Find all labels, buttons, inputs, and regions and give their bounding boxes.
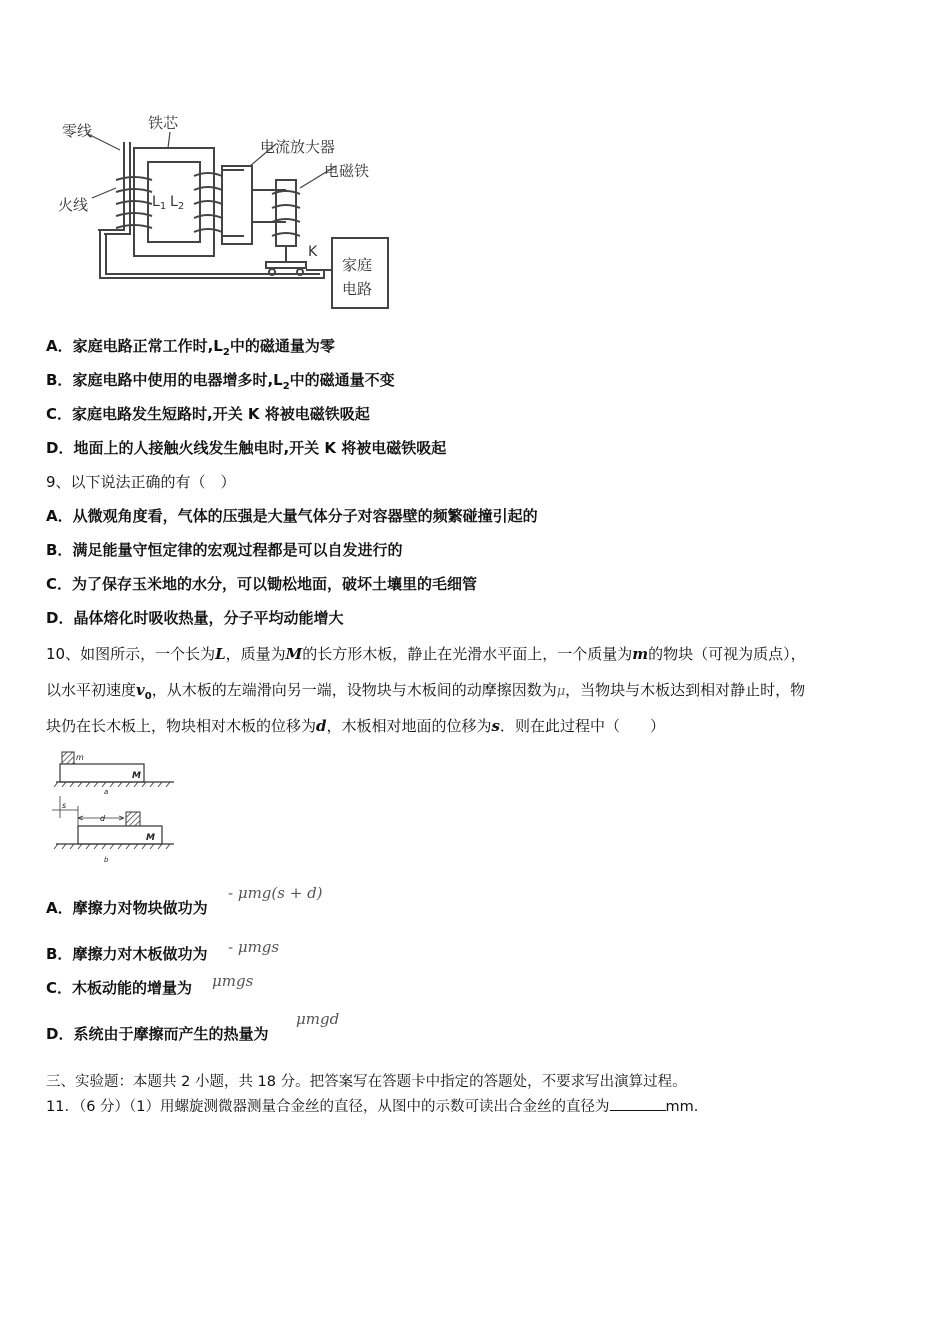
q10-option-d bbox=[46, 1024, 268, 1044]
q8-option-d bbox=[46, 438, 446, 458]
q10-var-l: L bbox=[215, 645, 226, 663]
q10-line3-a: 块仍在长木板上，物块相对木板的位移为 bbox=[46, 717, 317, 735]
q11-unit: mm. bbox=[665, 1099, 699, 1115]
q8-option-c-text: 家庭电路发生短路时,开关 K 将被电磁铁吸起 bbox=[72, 405, 370, 423]
q10-option-d-text: 系统由于摩擦而产生的热量为 bbox=[73, 1025, 269, 1043]
q8-option-a-letter: A． bbox=[46, 337, 73, 355]
q11-stem bbox=[46, 1096, 698, 1117]
label-figure-a: a bbox=[104, 788, 109, 796]
q10-line2-a: 以水平初速度 bbox=[46, 681, 137, 699]
q10-option-a bbox=[46, 898, 208, 918]
q8-option-c-letter: C． bbox=[46, 405, 73, 423]
circuit-diagram bbox=[54, 110, 404, 320]
q10-option-b bbox=[46, 944, 207, 964]
label-board-m-bottom: M bbox=[146, 833, 155, 843]
q10-stem-line2 bbox=[46, 680, 805, 707]
q9-option-d-letter: D． bbox=[46, 609, 74, 627]
q10-var-m: m bbox=[632, 645, 649, 663]
q11-answer-blank[interactable] bbox=[610, 1096, 666, 1111]
q8-option-b bbox=[46, 370, 395, 397]
q10-option-b-letter: B． bbox=[46, 945, 73, 963]
label-block-m: m bbox=[76, 753, 84, 762]
q10-var-m-big: M bbox=[285, 645, 303, 663]
q10-option-c bbox=[46, 978, 192, 998]
q9-option-a bbox=[46, 506, 538, 526]
q9-option-b-text: 满足能量守恒定律的宏观过程都是可以自发进行的 bbox=[72, 541, 403, 559]
q9-stem: 9、以下说法正确的有（ ） bbox=[46, 473, 236, 491]
label-l2-sub: 2 bbox=[177, 201, 185, 212]
label-iron-core: 铁芯 bbox=[148, 114, 179, 132]
q8-option-a-sub: 2 bbox=[222, 347, 230, 358]
q9-option-d bbox=[46, 608, 343, 628]
label-home-circuit-2: 电路 bbox=[342, 280, 373, 298]
q10-line2-b: ，从木板的左端滑向另一端，设物块与木板间的动摩擦因数为 bbox=[151, 681, 557, 699]
q10-line2-c: ，当物块与木板达到相对静止时，物 bbox=[565, 681, 806, 699]
q10-line3-b: ，木板相对地面的位移为 bbox=[326, 717, 492, 735]
block-board-diagram bbox=[50, 746, 180, 868]
q10-option-a-letter: A． bbox=[46, 899, 73, 917]
q11-text: 11．（6 分）（1）用螺旋测微器测量合金丝的直径，从图中的示数可读出合金丝的直径为 bbox=[46, 1099, 610, 1115]
q8-option-d-letter: D． bbox=[46, 439, 74, 457]
q9-option-c-text: 为了保存玉米地的水分，可以锄松地面，破坏土壤里的毛细管 bbox=[72, 575, 478, 593]
label-d: d bbox=[100, 814, 106, 823]
q10-option-a-expr: - μmg(s + d) bbox=[228, 884, 323, 902]
label-figure-b: b bbox=[104, 856, 109, 864]
q10-stem-line3 bbox=[46, 716, 665, 736]
svg-text:L1 bbox=[152, 194, 166, 212]
q10-var-v-sub: 0 bbox=[144, 691, 152, 702]
section3-heading: 三、实验题：本题共 2 小题，共 18 分。把答案写在答题卡中指定的答题处，不要求写出演算过程。 bbox=[46, 1074, 687, 1090]
label-l1-sub: 1 bbox=[159, 201, 167, 212]
q9-option-c bbox=[46, 574, 477, 594]
q10-stem-line1 bbox=[46, 644, 806, 664]
q8-option-b-text: 家庭电路中使用的电器增多时,L bbox=[72, 371, 283, 389]
label-switch: K bbox=[308, 244, 318, 260]
q10-option-d-expr: μmgd bbox=[296, 1010, 340, 1028]
q8-option-b-letter: B． bbox=[46, 371, 73, 389]
q8-option-a-text-post: 中的磁通量为零 bbox=[229, 337, 335, 355]
label-s: s bbox=[62, 801, 67, 810]
label-l2: L bbox=[170, 194, 178, 210]
q10-line1-b: ，质量为 bbox=[225, 645, 286, 663]
q9-option-b bbox=[46, 540, 402, 560]
q8-option-b-text-post: 中的磁通量不变 bbox=[289, 371, 395, 389]
q8-option-c bbox=[46, 404, 370, 424]
q10-line1-a: 10、如图所示，一个长为 bbox=[46, 645, 216, 663]
q9-option-a-letter: A． bbox=[46, 507, 73, 525]
q10-var-s: s bbox=[491, 717, 500, 735]
q10-option-c-text: 木板动能的增量为 bbox=[72, 979, 193, 997]
q10-var-d: d bbox=[316, 717, 327, 735]
q10-line1-c: 的长方形木板，静止在光滑水平面上，一个质量为 bbox=[302, 645, 633, 663]
q8-option-b-sub: 2 bbox=[282, 381, 290, 392]
q10-var-mu: μ bbox=[556, 684, 566, 699]
label-home-circuit-1: 家庭 bbox=[342, 256, 373, 274]
q10-option-c-expr: μmgs bbox=[212, 972, 254, 990]
q10-option-b-text: 摩擦力对木板做功为 bbox=[72, 945, 208, 963]
q9-option-d-text: 晶体熔化时吸收热量，分子平均动能增大 bbox=[73, 609, 344, 627]
label-l1: L bbox=[152, 194, 160, 210]
label-live-wire: 火线 bbox=[58, 196, 89, 214]
q10-var-v: v bbox=[136, 681, 145, 699]
q9-option-b-letter: B． bbox=[46, 541, 73, 559]
q8-option-a-text: 家庭电路正常工作时,L bbox=[72, 337, 223, 355]
label-zero-wire: 零线 bbox=[62, 122, 93, 140]
label-board-m-top: M bbox=[132, 771, 141, 781]
q10-line3-c: ．则在此过程中（ ） bbox=[499, 717, 665, 735]
q9-option-a-text: 从微观角度看，气体的压强是大量气体分子对容器壁的频繁碰撞引起的 bbox=[72, 507, 538, 525]
label-electromagnet: 电磁铁 bbox=[324, 162, 370, 180]
svg-text:L2 bbox=[170, 194, 184, 212]
q10-option-b-expr: - μmgs bbox=[228, 938, 280, 956]
q10-line1-d: 的物块（可视为质点）， bbox=[648, 645, 806, 663]
q10-option-d-letter: D． bbox=[46, 1025, 74, 1043]
q10-option-c-letter: C． bbox=[46, 979, 73, 997]
q10-option-a-text: 摩擦力对物块做功为 bbox=[72, 899, 208, 917]
label-amplifier: 电流放大器 bbox=[260, 138, 336, 156]
q9-option-c-letter: C． bbox=[46, 575, 73, 593]
q8-option-a bbox=[46, 336, 335, 363]
q8-option-d-text: 地面上的人接触火线发生触电时,开关 K 将被电磁铁吸起 bbox=[73, 439, 447, 457]
